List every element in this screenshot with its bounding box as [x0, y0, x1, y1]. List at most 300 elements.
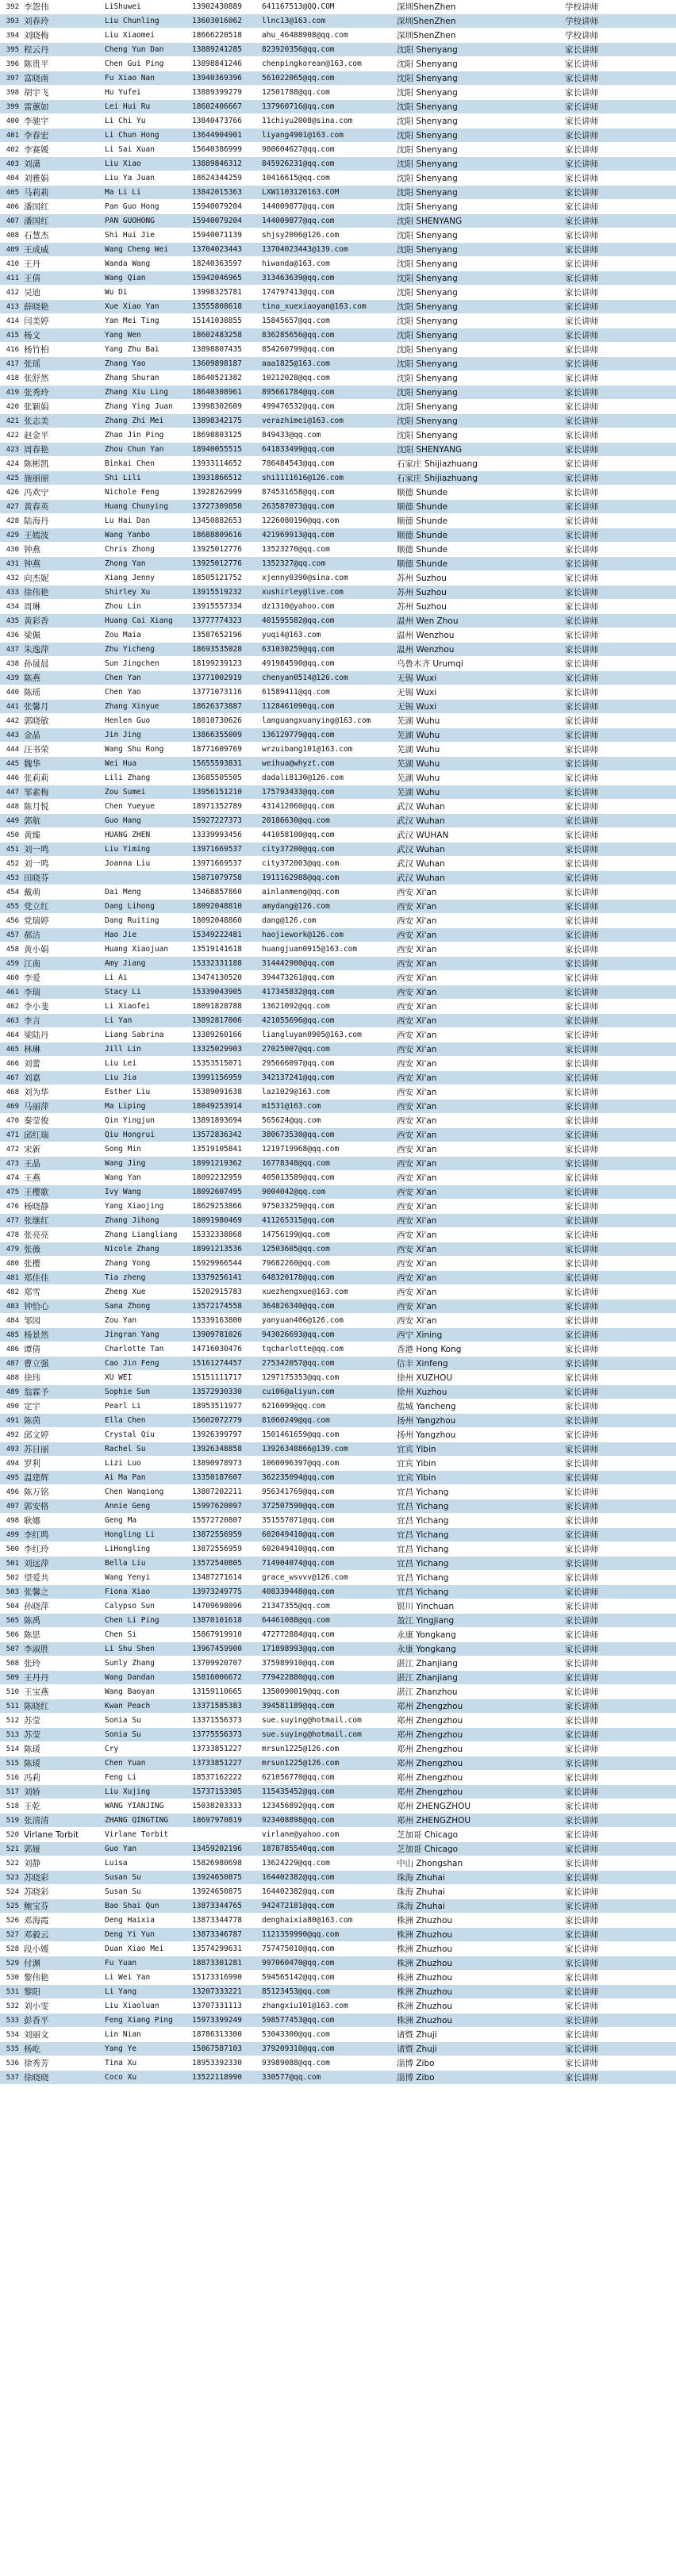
- phone-number-cell: 15826980698: [192, 1859, 242, 1868]
- chinese-name-cell: 雷蕙如: [24, 102, 49, 112]
- phone-number-cell: 15867919910: [192, 1630, 242, 1639]
- role-cell: 家长讲师: [565, 1859, 598, 1868]
- phone-number-cell: 18688809616: [192, 531, 242, 539]
- role-cell: 家长讲师: [565, 1673, 598, 1683]
- table-row: [0, 828, 676, 843]
- city-cell: 西安 Xi'an: [397, 973, 437, 983]
- table-row: [0, 1985, 676, 1999]
- role-cell: 家长讲师: [565, 916, 598, 926]
- english-name-cell: Liu Ya Juan: [105, 174, 155, 182]
- role-cell: 家长讲师: [565, 1288, 598, 1297]
- role-cell: 家长讲师: [565, 1202, 598, 1211]
- english-name-cell: Pan Guo Hong: [105, 202, 159, 211]
- email-address-cell: city372003@qq.com: [262, 859, 340, 868]
- role-cell: 家长讲师: [565, 702, 598, 712]
- table-row: [0, 928, 676, 942]
- chinese-name-cell: 田晓芬: [24, 873, 49, 883]
- table-row: [0, 557, 676, 571]
- english-name-cell: Fu Xiao Nan: [105, 74, 155, 83]
- city-cell: 武汉 Wuhan: [397, 816, 445, 826]
- role-cell: 家长讲师: [565, 1816, 598, 1825]
- email-address-cell: 408339448@qq.com: [262, 1587, 335, 1596]
- english-name-cell: Cao Jin Feng: [105, 1359, 159, 1368]
- english-name-cell: Lu Hai Dan: [105, 516, 151, 525]
- english-name-cell: Chen Si: [105, 1630, 137, 1639]
- city-cell: 沈阳 Shenyang: [397, 245, 458, 255]
- city-cell: 西安 Xi'an: [397, 1302, 437, 1311]
- role-cell: 家长讲师: [565, 1944, 598, 1954]
- city-cell: 石家庄 Shijiazhuang: [397, 474, 478, 483]
- role-cell: 家长讲师: [565, 559, 598, 569]
- role-cell: 家长讲师: [565, 774, 598, 783]
- row-number-cell: 436: [6, 632, 19, 639]
- phone-number-cell: 13474130520: [192, 973, 242, 982]
- table-row: [0, 657, 676, 671]
- row-number-cell: 527: [6, 1931, 19, 1939]
- city-cell: 湛江 Zhanjiang: [397, 1673, 458, 1683]
- table-row: [0, 143, 676, 157]
- english-name-cell: Zhang Liangliang: [105, 1230, 178, 1239]
- email-address-cell: amydang@126.com: [262, 902, 330, 911]
- email-address-cell: 10416615@qq.com: [262, 174, 330, 182]
- phone-number-cell: 13450882653: [192, 516, 242, 525]
- table-row: [0, 857, 676, 871]
- role-cell: 家长讲师: [565, 1973, 598, 1983]
- chinese-name-cell: 陈万铭: [24, 1488, 49, 1497]
- chinese-name-cell: 张舒然: [24, 374, 49, 383]
- table-row: [0, 1457, 676, 1471]
- role-cell: 家长讲师: [565, 1516, 598, 1526]
- email-address-cell: 980604627@qq.com: [262, 145, 335, 154]
- table-row: [0, 1128, 676, 1142]
- phone-number-cell: 18240363597: [192, 259, 242, 268]
- email-address-cell: 874531658@qq.com: [262, 488, 335, 497]
- chinese-name-cell: 苏莹: [24, 1730, 40, 1740]
- table-row: [0, 1171, 676, 1185]
- role-cell: 家长讲师: [565, 317, 598, 326]
- chinese-name-cell: 王晶: [24, 1159, 40, 1169]
- row-number-cell: 426: [6, 489, 19, 497]
- chinese-name-cell: 彭香平: [24, 2016, 49, 2025]
- row-number-cell: 497: [6, 1503, 19, 1511]
- english-name-cell: Li Wei Yan: [105, 1973, 151, 1982]
- role-cell: 家长讲师: [565, 117, 598, 126]
- chinese-name-cell: 徐玮: [24, 1373, 40, 1383]
- row-number-cell: 430: [6, 546, 19, 554]
- chinese-name-cell: 梁佩: [24, 631, 40, 640]
- city-cell: 顺德 Shunde: [397, 531, 448, 540]
- email-address-cell: mrsun1225@126.com: [262, 1745, 340, 1753]
- chinese-name-cell: 张志美: [24, 417, 49, 426]
- phone-number-cell: 13971669537: [192, 845, 242, 854]
- email-address-cell: 997060470@qq.com: [262, 1959, 335, 1968]
- chinese-name-cell: 张颖娟: [24, 402, 49, 412]
- role-cell: 家长讲师: [565, 1002, 598, 1012]
- role-cell: 家长讲师: [565, 602, 598, 612]
- english-name-cell: Wei Hua: [105, 759, 137, 768]
- row-number-cell: 444: [6, 746, 19, 754]
- table-row: [0, 1771, 676, 1785]
- english-name-cell: Geng Ma: [105, 1516, 137, 1525]
- english-name-cell: Li Sai Xuan: [105, 145, 155, 154]
- row-number-cell: 404: [6, 175, 19, 182]
- chinese-name-cell: 黄彩香: [24, 616, 49, 626]
- email-address-cell: 379209310@qq.com: [262, 2044, 335, 2053]
- city-cell: 西安 Xi'an: [397, 1202, 437, 1211]
- chinese-name-cell: 杨屹: [24, 2044, 40, 2054]
- english-name-cell: Ivy Wang: [105, 1188, 141, 1196]
- row-number-cell: 478: [6, 1231, 19, 1239]
- phone-number-cell: 13603016062: [192, 17, 242, 25]
- email-address-cell: shjsy2006@126.com: [262, 231, 340, 240]
- row-number-cell: 467: [6, 1074, 19, 1082]
- email-address-cell: 786484543@qq.com: [262, 459, 335, 468]
- table-row: [0, 1071, 676, 1085]
- role-cell: 家长讲师: [565, 574, 598, 583]
- phone-number-cell: 13925012776: [192, 545, 242, 554]
- table-row: [0, 1585, 676, 1599]
- role-cell: 家长讲师: [565, 588, 598, 597]
- phone-number-cell: 13807202211: [192, 1488, 242, 1496]
- row-number-cell: 495: [6, 1474, 19, 1482]
- role-cell: 家长讲师: [565, 131, 598, 140]
- row-number-cell: 482: [6, 1288, 19, 1296]
- city-cell: 深圳ShenZhen: [397, 2, 456, 12]
- chinese-name-cell: 李小斐: [24, 1002, 49, 1012]
- phone-number-cell: 13777774323: [192, 616, 242, 625]
- city-cell: 沈阳 Shenyang: [397, 259, 458, 269]
- email-address-cell: 394581189@qq.com: [262, 1702, 335, 1710]
- chinese-name-cell: 陈思: [24, 1630, 40, 1640]
- phone-number-cell: 18624344259: [192, 174, 242, 182]
- chinese-name-cell: 陈茵: [24, 1416, 40, 1426]
- row-number-cell: 416: [6, 346, 19, 354]
- role-cell: 家长讲师: [565, 845, 598, 854]
- english-name-cell: Zhong Yan: [105, 559, 146, 568]
- email-address-cell: 164402382@qq.com: [262, 1873, 335, 1882]
- phone-number-cell: 13971669537: [192, 859, 242, 868]
- english-name-cell: Ma Liping: [105, 1102, 146, 1111]
- table-row: [0, 1214, 676, 1228]
- chinese-name-cell: 石慧杰: [24, 231, 49, 240]
- email-address-cell: 6216099@qq.com: [262, 1402, 326, 1411]
- row-number-cell: 472: [6, 1146, 19, 1154]
- english-name-cell: Lizi Luo: [105, 1459, 141, 1468]
- english-name-cell: Liu Lei: [105, 1059, 137, 1068]
- table-row: [0, 1499, 676, 1514]
- table-row: [0, 2056, 676, 2071]
- chinese-name-cell: 刘晓梅: [24, 31, 49, 40]
- english-name-cell: Wang Jing: [105, 1159, 146, 1168]
- phone-number-cell: 15927227373: [192, 816, 242, 825]
- phone-number-cell: 15940071139: [192, 231, 242, 240]
- english-name-cell: Jill Lin: [105, 1045, 141, 1054]
- row-number-cell: 447: [6, 789, 19, 797]
- english-name-cell: Bao Shai Qun: [105, 1902, 159, 1910]
- role-cell: 家长讲师: [565, 802, 598, 812]
- email-address-cell: denghaixia80@163.com: [262, 1916, 353, 1925]
- row-number-cell: 438: [6, 660, 19, 668]
- row-number-cell: 516: [6, 1774, 19, 1782]
- table-row: [0, 114, 676, 129]
- table-row: [0, 1042, 676, 1057]
- phone-number-cell: 13644904901: [192, 131, 242, 140]
- city-cell: 永康 Yongkang: [397, 1645, 456, 1654]
- city-cell: 西安 Xi'an: [397, 1073, 437, 1083]
- phone-number-cell: 15655593831: [192, 759, 242, 768]
- table-row: [0, 100, 676, 114]
- chinese-name-cell: 郑佳佳: [24, 1273, 49, 1283]
- table-row: [0, 1000, 676, 1014]
- phone-number-cell: 13915519232: [192, 588, 242, 597]
- row-number-cell: 488: [6, 1374, 19, 1382]
- row-number-cell: 535: [6, 2045, 19, 2053]
- email-address-cell: 1878785540qq.com: [262, 1845, 335, 1853]
- chinese-name-cell: 刘春玲: [24, 17, 49, 26]
- email-address-cell: 394473261@qq.com: [262, 973, 335, 982]
- email-address-cell: 405013589@qq.com: [262, 1173, 335, 1182]
- role-cell: 家长讲师: [565, 417, 598, 426]
- city-cell: 沈阳 Shenyang: [397, 274, 458, 283]
- table-row: [0, 257, 676, 271]
- row-number-cell: 417: [6, 360, 19, 368]
- email-address-cell: 295666097@qq.com: [262, 1059, 335, 1068]
- city-cell: 西安 Xi'an: [397, 1188, 437, 1197]
- english-name-cell: Virlane Torbit: [105, 1830, 169, 1839]
- table-row: [0, 129, 676, 143]
- email-address-cell: 27025007@qq.com: [262, 1045, 330, 1054]
- role-cell: 家长讲师: [565, 688, 598, 697]
- city-cell: 武汉 Wuhan: [397, 873, 445, 883]
- role-cell: 家长讲师: [565, 631, 598, 640]
- role-cell: 家长讲师: [565, 1359, 598, 1369]
- role-cell: 家长讲师: [565, 1330, 598, 1340]
- english-name-cell: Zhou Lin: [105, 602, 141, 611]
- role-cell: 家长讲师: [565, 445, 598, 455]
- phone-number-cell: 13609898187: [192, 359, 242, 368]
- phone-number-cell: 13572836342: [192, 1131, 242, 1139]
- email-address-cell: 823920356@qq.com: [262, 45, 335, 54]
- email-address-cell: 13523270@qq.com: [262, 545, 330, 554]
- english-name-cell: Tina Xu: [105, 2059, 137, 2067]
- email-address-cell: 942472181@qq.com: [262, 1902, 335, 1910]
- phone-number-cell: 15141038855: [192, 317, 242, 325]
- table-row: [0, 843, 676, 857]
- city-cell: 信丰 Xinfeng: [397, 1359, 448, 1369]
- email-address-cell: 174797413@qq.com: [262, 288, 335, 297]
- table-row: [0, 1557, 676, 1571]
- phone-number-cell: 15867587103: [192, 2044, 242, 2053]
- chinese-name-cell: 马莉莉: [24, 188, 49, 198]
- phone-number-cell: 15997620097: [192, 1502, 242, 1511]
- email-address-cell: 263587073@qq.com: [262, 502, 335, 511]
- email-address-cell: verazhimei@163.com: [262, 417, 344, 425]
- phone-number-cell: 13956151210: [192, 788, 242, 797]
- role-cell: 家长讲师: [565, 788, 598, 797]
- chinese-name-cell: 郭娅: [24, 1845, 40, 1854]
- table-row: [0, 1914, 676, 1928]
- city-cell: 沈阳 Shenyang: [397, 431, 458, 440]
- row-number-cell: 513: [6, 1731, 19, 1739]
- chinese-name-cell: 汪书荣: [24, 745, 49, 754]
- table-row: [0, 186, 676, 200]
- english-name-cell: Jin Jing: [105, 731, 141, 739]
- chinese-name-cell: 苏晓彩: [24, 1887, 49, 1897]
- chinese-name-cell: 党瑞婷: [24, 916, 49, 926]
- table-row: [0, 671, 676, 685]
- chinese-name-cell: 张薇: [24, 1245, 40, 1254]
- email-address-cell: virlane@yahoo.com: [262, 1830, 340, 1839]
- city-cell: 石家庄 Shijiazhuang: [397, 459, 478, 469]
- email-address-cell: llnc13@163.com: [262, 17, 326, 25]
- email-address-cell: 64461088@qq.com: [262, 1616, 330, 1625]
- chinese-name-cell: 钟燕: [24, 545, 40, 555]
- city-cell: 苏州 Suzhou: [397, 602, 447, 612]
- english-name-cell: Calypso Sun: [105, 1602, 155, 1610]
- role-cell: 家长讲师: [565, 816, 598, 826]
- english-name-cell: Dang Lihong: [105, 902, 155, 911]
- city-cell: 西安 Xi'an: [397, 959, 437, 969]
- chinese-name-cell: 潘国红: [24, 202, 49, 212]
- phone-number-cell: 15942046965: [192, 274, 242, 282]
- role-cell: 家长讲师: [565, 1430, 598, 1440]
- role-cell: 家长讲师: [565, 2030, 598, 2040]
- row-number-cell: 504: [6, 1603, 19, 1610]
- role-cell: 家长讲师: [565, 1088, 598, 1097]
- role-cell: 家长讲师: [565, 545, 598, 555]
- role-cell: 家长讲师: [565, 159, 598, 169]
- chinese-name-cell: 冯欢宁: [24, 488, 49, 497]
- english-name-cell: Liu Yiming: [105, 845, 151, 854]
- chinese-name-cell: 郑雪: [24, 1288, 40, 1297]
- table-row: [0, 1028, 676, 1042]
- email-address-cell: 93989088@qq.com: [262, 2059, 330, 2067]
- row-number-cell: 515: [6, 1760, 19, 1768]
- email-address-cell: 14756199@qq.com: [262, 1230, 330, 1239]
- phone-number-cell: 18940055515: [192, 445, 242, 454]
- chinese-name-cell: 王倩: [24, 274, 40, 283]
- english-name-cell: Huang Chunying: [105, 502, 169, 511]
- email-address-cell: grace_wsvvv@126.com: [262, 1573, 348, 1582]
- table-row: [0, 200, 676, 214]
- table-row: [0, 957, 676, 971]
- chinese-name-cell: 付渊: [24, 1959, 40, 1968]
- chinese-name-cell: 刘一鸣: [24, 859, 49, 869]
- english-name-cell: Crystal Qiu: [105, 1430, 155, 1439]
- table-row: [0, 1614, 676, 1628]
- phone-number-cell: 13926399797: [192, 1430, 242, 1439]
- english-name-cell: Guo Yan: [105, 1845, 137, 1853]
- city-cell: 西安 Xi'an: [397, 1273, 437, 1283]
- english-name-cell: Sun Jingchen: [105, 659, 159, 668]
- email-address-cell: 417345832@qq.com: [262, 988, 335, 996]
- table-row: [0, 29, 676, 43]
- role-cell: 家长讲师: [565, 1145, 598, 1154]
- email-address-cell: 849433@qq.com: [262, 431, 321, 440]
- city-cell: 顺德 Shunde: [397, 559, 448, 569]
- chinese-name-cell: 翁霖予: [24, 1388, 49, 1397]
- email-address-cell: 1297175353@qq.com: [262, 1373, 340, 1382]
- phone-number-cell: 13889846312: [192, 159, 242, 168]
- role-cell: 家长讲师: [565, 1545, 598, 1554]
- row-number-cell: 491: [6, 1417, 19, 1425]
- chinese-name-cell: 潘国红: [24, 217, 49, 226]
- role-cell: 家长讲师: [565, 745, 598, 754]
- phone-number-cell: 18629253866: [192, 1202, 242, 1211]
- phone-number-cell: 13898841246: [192, 60, 242, 68]
- row-number-cell: 529: [6, 1960, 19, 1968]
- chinese-name-cell: 黎阳: [24, 1987, 40, 1997]
- phone-number-cell: 13371556373: [192, 1716, 242, 1725]
- city-cell: 银川 Yinchuan: [397, 1602, 455, 1611]
- city-cell: 芝加哥 Chicago: [397, 1830, 459, 1840]
- chinese-name-cell: 王丹: [24, 259, 40, 269]
- role-cell: 家长讲师: [565, 459, 598, 469]
- city-cell: 宜昌 Yichang: [397, 1587, 449, 1597]
- email-address-cell: 20186630@qq.com: [262, 816, 330, 825]
- phone-number-cell: 13325029903: [192, 1045, 242, 1054]
- chinese-name-cell: 刘一鸣: [24, 845, 49, 854]
- row-number-cell: 536: [6, 2060, 19, 2067]
- city-cell: 西安 Xi'an: [397, 1288, 437, 1297]
- row-number-cell: 520: [6, 1831, 19, 1839]
- city-cell: 郑州 Zhengzhou: [397, 1773, 463, 1783]
- email-address-cell: 12501788@qq.com: [262, 88, 330, 97]
- email-address-cell: 1350090019@qq.com: [262, 1687, 340, 1696]
- row-number-cell: 496: [6, 1488, 19, 1496]
- chinese-name-cell: 李爱: [24, 973, 40, 983]
- row-number-cell: 499: [6, 1531, 19, 1539]
- city-cell: 株洲 Zhuzhou: [397, 1959, 453, 1968]
- table-row: [0, 800, 676, 814]
- table-row: [0, 714, 676, 728]
- english-name-cell: Jingran Yang: [105, 1330, 159, 1339]
- city-cell: 沈阳 Shenyang: [397, 288, 458, 298]
- phone-number-cell: 18602483258: [192, 331, 242, 340]
- city-cell: 深圳ShenZhen: [397, 17, 456, 26]
- english-name-cell: Fu Yuan: [105, 1959, 137, 1968]
- city-cell: 扬州 Yangzhou: [397, 1416, 456, 1426]
- english-name-cell: Luisa: [105, 1859, 128, 1868]
- row-number-cell: 401: [6, 132, 19, 140]
- role-cell: 家长讲师: [565, 659, 598, 669]
- row-number-cell: 407: [6, 217, 19, 225]
- row-number-cell: 449: [6, 817, 19, 825]
- row-number-cell: 397: [6, 75, 19, 83]
- row-number-cell: 431: [6, 560, 19, 568]
- email-address-cell: dang@126.com: [262, 916, 317, 925]
- email-address-cell: 441058100@qq.com: [262, 831, 335, 839]
- role-cell: 家长讲师: [565, 1473, 598, 1483]
- table-row: [0, 1542, 676, 1557]
- phone-number-cell: 18771609769: [192, 745, 242, 754]
- city-cell: 沈阳 SHENYANG: [397, 217, 463, 226]
- phone-number-cell: 18971352789: [192, 802, 242, 811]
- english-name-cell: Henlen Guo: [105, 716, 151, 725]
- role-cell: 家长讲师: [565, 474, 598, 483]
- chinese-name-cell: 邹园: [24, 1316, 40, 1326]
- email-address-cell: ainlanmeng@qq.com: [262, 888, 340, 896]
- row-number-cell: 476: [6, 1203, 19, 1211]
- english-name-cell: Sonia Su: [105, 1716, 141, 1725]
- english-name-cell: Wang Yanbo: [105, 531, 151, 539]
- row-number-cell: 469: [6, 1103, 19, 1111]
- role-cell: 家长讲师: [565, 302, 598, 312]
- city-cell: 沈阳 Shenyang: [397, 60, 458, 69]
- role-cell: 家长讲师: [565, 2044, 598, 2054]
- table-row: [0, 900, 676, 914]
- email-address-cell: yanyuan406@126.com: [262, 1316, 344, 1325]
